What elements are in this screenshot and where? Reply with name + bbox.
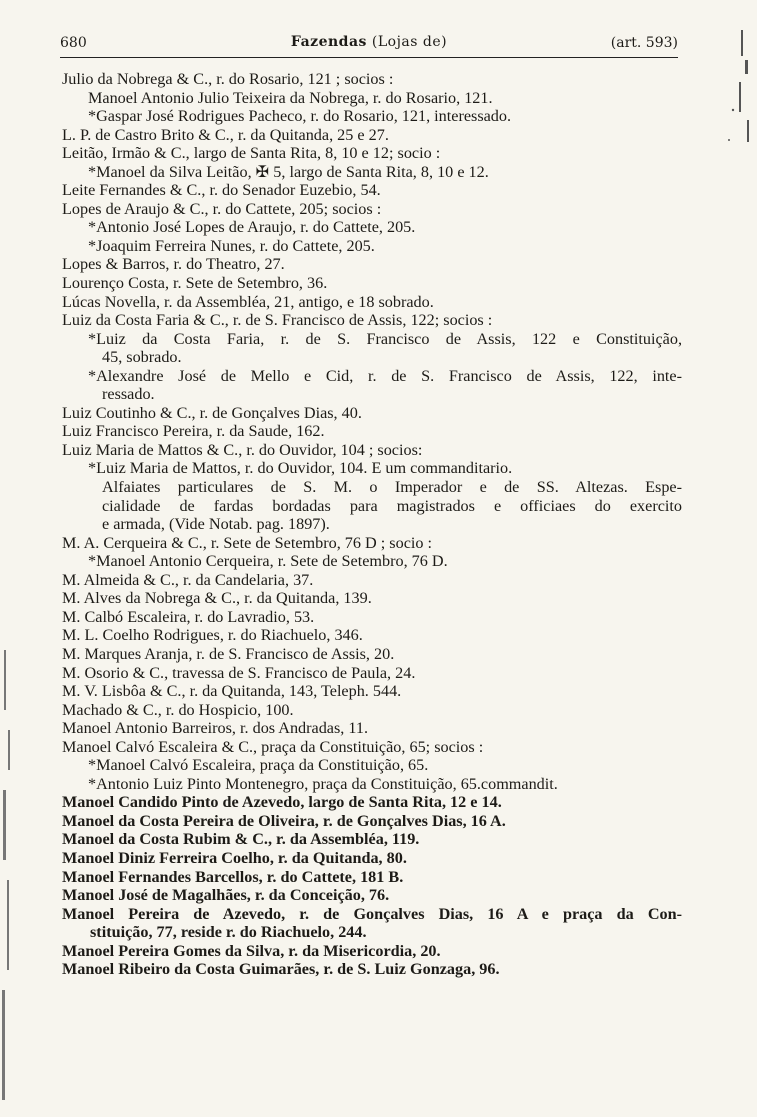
directory-entry: M. Alves da Nobrega & C., r. da Quitanda, 139.	[62, 589, 372, 608]
directory-entry: Manoel Calvó Escaleira & C., praça da Constituição, 65; socios :	[62, 737, 484, 756]
directory-entry: Julio da Nobrega & C., r. do Rosario, 121 ; socios :	[62, 70, 394, 88]
page-header	[60, 33, 678, 55]
article-reference: (art. 593)	[610, 35, 678, 51]
directory-subentry: *Gaspar José Rodrigues Pacheco, r. do Rosario, 121, interessado.	[88, 107, 512, 126]
directory-entry: Manoel da Costa Pereira de Oliveira, r. de Gonçalves Dias, 16 A.	[62, 811, 506, 830]
directory-entry: Lourenço Costa, r. Sete de Setembro, 36.	[62, 274, 328, 293]
directory-entry: Manoel Candido Pinto de Azevedo, largo de Santa Rita, 12 e 14.	[62, 793, 502, 812]
header-rule	[60, 57, 678, 58]
directory-subentry: *Alexandre José de Mello e Cid, r. de S. Francisco de Assis, 122, inte-	[88, 366, 682, 385]
directory-subentry: Alfaiates particulares de S. M. o Imperador e de SS. Altezas. Espe-	[102, 478, 682, 497]
directory-entry: Manoel Antonio Barreiros, r. dos Andradas, 11.	[62, 719, 369, 738]
directory-subentry: *Joaquim Ferreira Nunes, r. do Cattete, 205.	[88, 236, 375, 255]
directory-subentry: cialidade de fardas bordadas para magistrados e officiaes do exercito	[102, 496, 682, 515]
directory-subentry: *Antonio Luiz Pinto Montenegro, praça da Constituição, 65.commandit.	[88, 774, 558, 793]
directory-entry: Leite Fernandes & C., r. do Senador Euzebio, 54.	[62, 181, 381, 200]
directory-entry: Manoel da Costa Rubim & C., r. da Assembléa, 119.	[62, 830, 420, 849]
directory-entry: Leitão, Irmão & C., largo de Santa Rita, 8, 10 e 12; socio :	[62, 144, 441, 163]
directory-entry: L. P. de Castro Brito & C., r. da Quitanda, 25 e 27.	[62, 125, 389, 144]
directory-subentry: *Luiz Maria de Mattos, r. do Ouvidor, 104. E um commanditario.	[88, 459, 513, 478]
directory-entry: M. Osorio & C., travessa de S. Francisco de Paula, 24.	[62, 663, 416, 682]
page-title	[60, 34, 678, 50]
section-title: Fazendas	[290, 34, 367, 50]
directory-subentry: *Manoel Antonio Cerqueira, r. Sete de Setembro, 76 D.	[88, 552, 448, 571]
directory-entry: Luiz Francisco Pereira, r. da Saude, 162.	[62, 422, 325, 441]
directory-entry: Luiz Coutinho & C., r. de Gonçalves Dias, 40.	[62, 403, 362, 422]
directory-entry: M. A. Cerqueira & C., r. Sete de Setembro, 76 D ; socio :	[62, 533, 433, 552]
margin-speckle-mark	[723, 20, 753, 180]
directory-subentry: 45, sobrado.	[102, 348, 182, 367]
directory-subentry: *Manoel Calvó Escaleira, praça da Constituição, 65.	[88, 756, 429, 775]
directory-entry: Manoel Fernandes Barcellos, r. do Cattete, 181 B.	[62, 867, 404, 886]
directory-entry: Luiz da Costa Faria & C., r. de S. Francisco de Assis, 122; socios :	[62, 311, 493, 330]
directory-entry: Luiz Maria de Mattos & C., r. do Ouvidor, 104 ; socios:	[62, 440, 423, 459]
directory-entry: Manoel Ribeiro da Costa Guimarães, r. de S. Luiz Gonzaga, 96.	[62, 960, 500, 979]
directory-entry: M. Almeida & C., r. da Candelaria, 37.	[62, 570, 314, 589]
directory-entry: M. L. Coelho Rodrigues, r. do Riachuelo, 346.	[62, 626, 363, 645]
directory-subentry: *Antonio José Lopes de Araujo, r. do Cattete, 205.	[88, 218, 416, 237]
directory-entry: Manoel Diniz Ferreira Coelho, r. da Quitanda, 80.	[62, 848, 407, 867]
directory-listing	[62, 70, 682, 979]
directory-entry: Manoel Pereira de Azevedo, r. de Gonçalves Dias, 16 A e praça da Con-	[62, 904, 682, 923]
section-subtitle: (Lojas de)	[371, 34, 448, 50]
directory-entry: Machado & C., r. do Hospicio, 100.	[62, 700, 294, 719]
directory-subentry: stituição, 77, reside r. do Riachuelo, 244.	[90, 923, 367, 942]
directory-entry: Lopes de Araujo & C., r. do Cattete, 205; socios :	[62, 199, 382, 218]
directory-subentry: e armada, (Vide Notab. pag. 1897).	[102, 515, 330, 534]
directory-entry: M. V. Lisbôa & C., r. da Quitanda, 143, Teleph. 544.	[62, 682, 402, 701]
directory-entry: M. Marques Aranja, r. de S. Francisco de Assis, 20.	[62, 644, 395, 663]
directory-entry: M. Calbó Escaleira, r. do Lavradio, 53.	[62, 607, 315, 626]
directory-subentry: ressado.	[102, 385, 155, 404]
directory-subentry: Manoel Antonio Julio Teixeira da Nobrega, r. do Rosario, 121.	[88, 88, 493, 107]
directory-subentry: *Manoel da Silva Leitão, ✠ 5, largo de Santa Rita, 8, 10 e 12.	[88, 162, 489, 181]
page-number: 680	[60, 35, 87, 51]
directory-entry: Lúcas Novella, r. da Assembléa, 21, antigo, e 18 sobrado.	[62, 292, 434, 311]
directory-entry: Manoel José de Magalhães, r. da Conceição, 76.	[62, 886, 390, 905]
margin-speckle-mark	[0, 640, 18, 1110]
directory-entry: Lopes & Barros, r. do Theatro, 27.	[62, 255, 285, 274]
directory-entry: Manoel Pereira Gomes da Silva, r. da Misericordia, 20.	[62, 941, 441, 960]
directory-subentry: *Luiz da Costa Faria, r. de S. Francisco de Assis, 122 e Constituição,	[88, 329, 682, 348]
